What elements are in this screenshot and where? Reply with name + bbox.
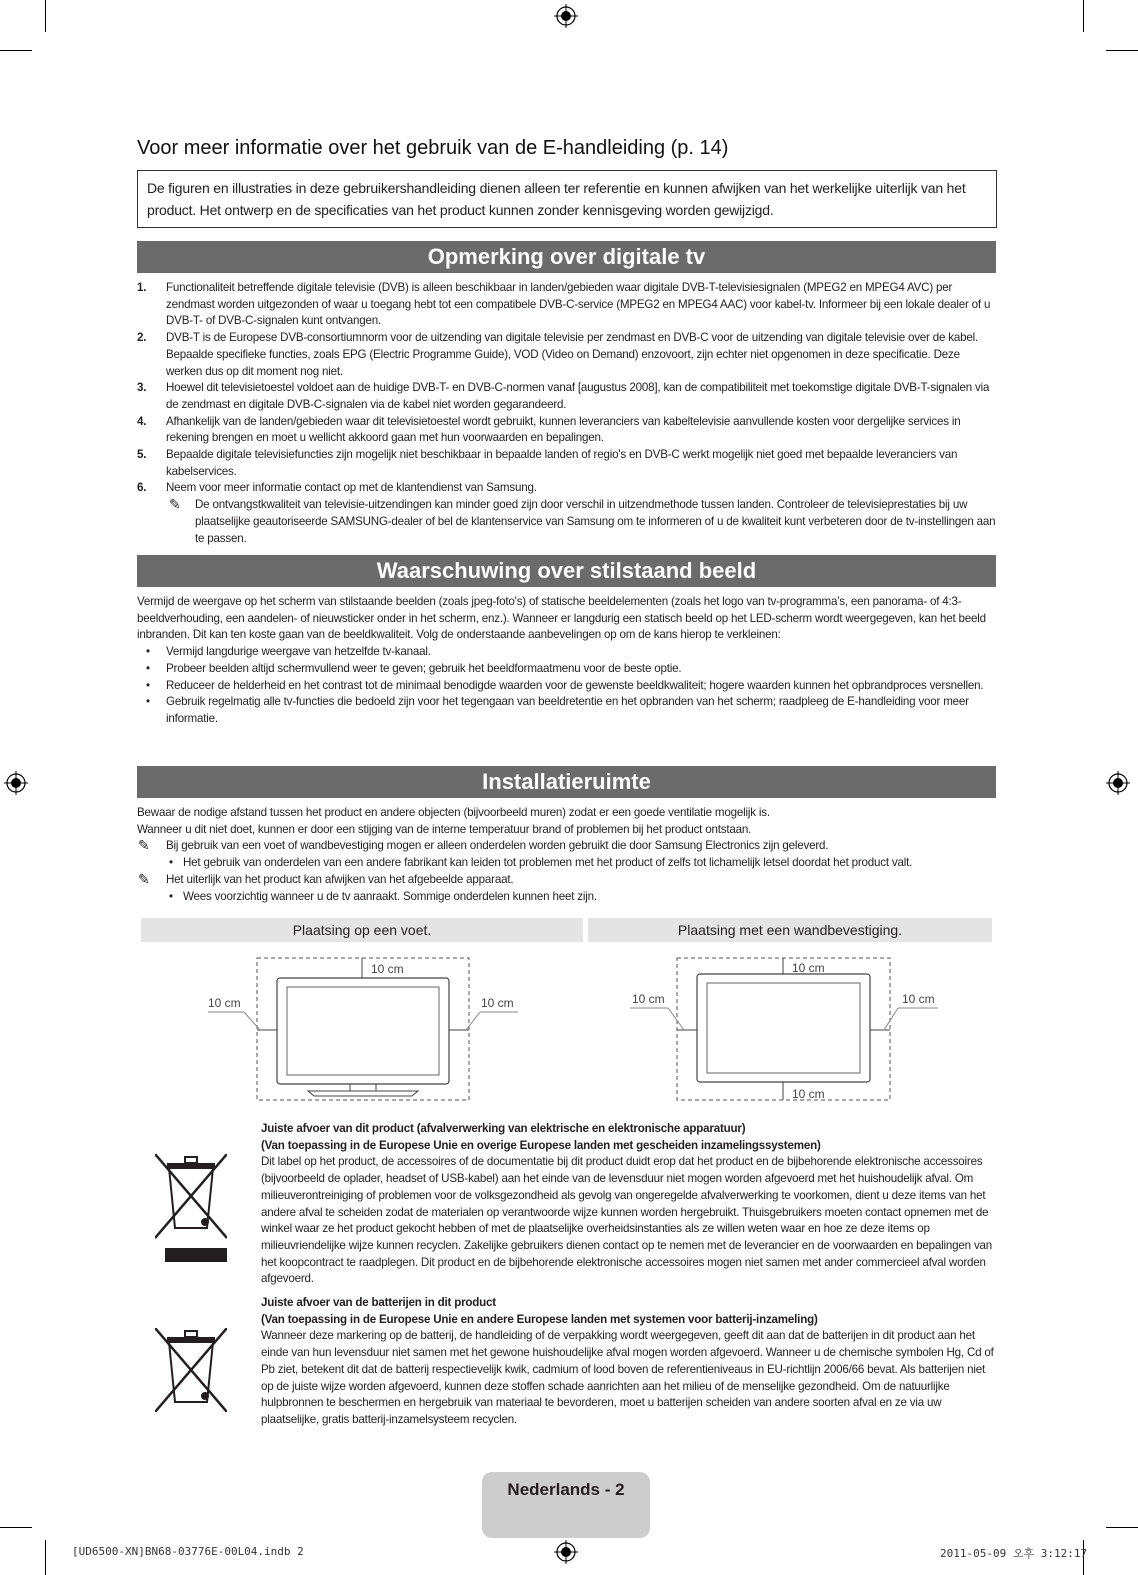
note-text: Bij gebruik van een voet of wandbevestiging mogen er alleen onderdelen worden gebruikt die door Samsung Electronics zijn geleverd. [166, 839, 829, 853]
item-text: Hoewel dit televisietoestel voldoet aan de huidige DVB-T- en DVB-C-normen vanaf [augustus 2008], kan de compatibiliteit met toekomstige digitale DVB-T-signalen via de zendmast en digitale DVB-C-signalen via de kabel niet worden gegarandeerd. [166, 381, 990, 411]
section-heading-still-image: Waarschuwing over stilstaand beeld [137, 555, 996, 587]
list-item [137, 414, 996, 447]
clearance-left-label: 10 cm [632, 992, 665, 1006]
bullet-icon: • [146, 645, 150, 659]
install-line: Bewaar de nodige afstand tussen het product en andere objecten (bijvoorbeeld muren) zodat er een goede ventilatie mogelijk is. [137, 806, 770, 819]
crop-mark [45, 0, 46, 32]
item-number: 6. [137, 481, 147, 495]
install-line: Wanneer u dit niet doet, kunnen er door een stijging van de interne temperatuur brand of problemen bij het product ontstaan. [137, 822, 752, 836]
item-number: 4. [137, 414, 147, 428]
bullet-text: Wees voorzichtig wanneer u de tv aanraakt. Sommige onderdelen kunnen heet zijn. [183, 889, 597, 903]
bullet-text: Het gebruik van onderdelen van een andere fabrikant kan leiden tot problemen met het product of zelfs tot lichamelijk letsel doordat het product valt. [183, 856, 913, 870]
weee-product-subtitle: (Van toepassing in de Europese Unie en overige Europese landen met gescheiden inzamelingssystemen) [261, 1138, 821, 1152]
disclaimer-box: De figuren en illustraties in deze gebruikershandleiding dienen alleen ter referentie en kunnen afwijken van het werkelijke uiterlijk van het product. Het ontwerp en de specificaties van het product kunnen zonder kennisgeving worden gewijzigd. [137, 170, 997, 228]
crop-mark [1083, 0, 1084, 32]
clearance-right-label: 10 cm [902, 992, 935, 1006]
weee-battery-title: Juiste afvoer van de batterijen in dit product [261, 1296, 496, 1309]
registration-mark-icon [554, 4, 578, 28]
page-number-label: Nederlands - 2 [507, 1480, 625, 1499]
item-text: Functionaliteit betreffende digitale televisie (DVB) is alleen beschikbaar in landen/gebieden waar digitale DVB-T-televisiesignalen (MPEG2 en MPEG4 AVC) per zendmast worden uitgezonden of waar u toegang hebt tot een compatibele DVB-C-service (MPEG2 en MPEG4 AAC) voor kabel-tv. Informeer bij een lokale dealer of u DVB-T- of DVB-C-signalen kunt ontvangen. [166, 281, 991, 328]
list-item [137, 480, 996, 497]
weee-battery-subtitle: (Van toepassing in de Europese Unie en andere Europese landen met systemen voor batterij-inzameling) [261, 1312, 818, 1326]
wall-clearance-diagram [628, 950, 948, 1105]
bullet-text: Probeer beelden altijd schermvullend weer te geven; gebruik het beeldformaatmenu voor de beste optie. [166, 661, 682, 675]
pencil-note-icon: ✎ [169, 496, 181, 513]
list-item [137, 447, 996, 480]
crop-mark [1106, 50, 1138, 51]
weee-product-section [261, 1121, 996, 1288]
list-item [137, 644, 996, 661]
section-heading-digital-tv: Opmerking over digitale tv [137, 241, 996, 273]
bullet-text: Gebruik regelmatig alle tv-functies die bedoeld zijn voor het tegengaan van beeldretentie en het opbranden van het scherm; raadpleeg de E-handleiding voor meer informatie. [166, 695, 969, 725]
bullet-text: Reduceer de helderheid en het contrast tot de minimaal benodigde waarden voor de gewenste beeldkwaliteit; hogere waarden kunnen het opbrandproces versnellen. [166, 678, 984, 692]
item-text: Afhankelijk van de landen/gebieden waar dit televisietoestel wordt gebruikt, kunnen leveranciers van kabeltelevisie aanvullende kosten voor dergelijke services in rekening brengen en moet u wellicht akkoord gaan met hun voorwaarden en bepalingen. [166, 414, 961, 445]
note-item [137, 838, 1007, 855]
crossed-bin-battery-icon [155, 1328, 227, 1412]
pencil-note-icon: ✎ [138, 870, 150, 887]
list-item [137, 889, 1007, 906]
list-item [137, 694, 996, 727]
item-number: 3. [137, 381, 147, 395]
bullet-text: Vermijd langdurige weergave van hetzelfde tv-kanaal. [166, 645, 431, 659]
registration-mark-icon [4, 771, 28, 795]
stand-placement-heading: Plaatsing op een voet. [141, 918, 583, 942]
weee-battery-section [261, 1295, 996, 1429]
item-number: 2. [137, 331, 147, 345]
clearance-bottom-label: 10 cm [792, 1087, 825, 1101]
crop-mark [0, 50, 32, 51]
clearance-left-label: 10 cm [208, 996, 241, 1010]
pencil-note-icon: ✎ [138, 837, 150, 854]
bullet-icon: • [146, 678, 150, 692]
stand-clearance-diagram [200, 950, 530, 1105]
list-item [137, 330, 996, 380]
item-number: 5. [137, 448, 147, 462]
registration-mark-icon [1106, 771, 1130, 795]
list-item [137, 855, 1007, 872]
date-slug: 2011-05-09 오후 3:12:17 [940, 1547, 1088, 1560]
clearance-top-label: 10 cm [371, 962, 404, 976]
list-item [137, 280, 996, 330]
weee-product-text: Dit label op het product, de accessoires of de documentatie bij dit product duidt erop dat het product en de bijbehorende elektronische accessoires (bijvoorbeeld de oplader, headset of USB-kabel) aan het einde van de levensduur niet mogen worden afgevoerd met het huishoudelijk afval. Om milieuverontreiniging of problemen voor de volksgezondheid als gevolg van ongeregelde afvalverwerking te voorkomen, dient u deze items van het andere afval te scheiden zodat de materialen op verantwoorde wijze kunnen worden hergebruikt. Thuisgebruikers moeten contact opnemen met de winkel waar ze het product gekocht hebben of met de plaatselijke overheidsinstanties als ze willen weten waar en hoe ze deze items op milieuvriendelijke wijze kunnen recyclen. Zakelijke gebruikers dienen contact op te nemen met de leverancier en de voorwaarden en bepalingen van het koopcontract te raadplegen. Dit product en de bijbehorende elektronische accessoires mogen niet samen met ander commercieel afval worden afgevoerd. [261, 1155, 993, 1286]
section-heading-installation: Installatieruimte [137, 766, 996, 798]
list-item [137, 678, 996, 695]
note-item [137, 872, 1007, 889]
weee-product-title: Juiste afvoer van dit product (afvalverwerking van elektrische en elektronische apparatuur) [261, 1122, 746, 1135]
bullet-icon: • [169, 856, 173, 870]
item-text: Neem voor meer informatie contact op met de klantendienst van Samsung. [166, 481, 537, 495]
crop-mark [1106, 1527, 1138, 1528]
bullet-icon: • [146, 695, 150, 709]
crossed-bin-icon [155, 1154, 227, 1266]
page-title: Voor meer informatie over het gebruik van de E-handleiding (p. 14) [137, 137, 729, 159]
wall-placement-heading: Plaatsing met een wandbevestiging. [588, 918, 992, 942]
list-item [137, 380, 996, 413]
still-image-intro: Vermijd de weergave op het scherm van stilstaande beelden (zoals jpeg-foto's) of statische beeldelementen (zoals het logo van tv-programma's, een panorama- of 4:3-beeldverhouding, een aandelen- of nieuwsticker onder in het scherm, enz.). Wanneer er langdurig een statisch beeld op het LED-scherm wordt weergegeven, kan het beeld inbranden. Dit kan ten koste gaan van de beeldkwaliteit. Volg de onderstaande aanbevelingen op om de kans hierop te verkleinen: [137, 595, 986, 642]
digital-tv-list [137, 280, 996, 547]
crop-mark [45, 1540, 46, 1575]
note-text: Het uiterlijk van het product kan afwijken van het afgebeelde apparaat. [166, 872, 514, 886]
bullet-icon: • [169, 889, 173, 903]
file-slug: [UD6500-XN]BN68-03776E-00L04.indb 2 [72, 1545, 304, 1558]
clearance-right-label: 10 cm [481, 996, 514, 1010]
still-image-content [137, 594, 996, 728]
registration-mark-icon [554, 1540, 578, 1564]
installation-content [137, 805, 1007, 905]
note-item [137, 497, 996, 547]
bullet-icon: • [146, 661, 150, 675]
item-number: 1. [137, 281, 147, 294]
clearance-top-label: 10 cm [792, 961, 825, 975]
weee-battery-text: Wanneer deze markering op de batterij, de handleiding of de verpakking wordt weergegeven, geeft dit aan dat de batterijen in dit product aan het einde van hun levensduur niet samen met het gewone huishoudelijke afval mogen worden afgevoerd. Wanneer u de chemische symbolen Hg, Cd of Pb ziet, betekent dit dat de batterij respectievelijk kwik, cadmium of lood boven de referentieniveaus in EU-richtlijn 2006/66 bevat. Als batterijen niet op de juiste wijze worden afgevoerd, kunnen deze stoffen schade aanrichten aan het milieu of de menselijke gezondheid. Om de natuurlijke hulpbronnen te beschermen en hergebruik van materiaal te bevorderen, moet u batterijen scheiden van andere soorten afval en ze via uw plaatselijke, gratis batterij-inzamelsysteem recyclen. [261, 1329, 994, 1426]
item-text: Bepaalde digitale televisiefuncties zijn mogelijk niet beschikbaar in bepaalde landen of regio's en DVB-C werkt mogelijk niet goed met bepaalde leveranciers van kabelservices. [166, 448, 958, 478]
list-item [137, 661, 996, 678]
crop-mark [0, 1527, 32, 1528]
note-text: De ontvangstkwaliteit van televisie-uitzendingen kan minder goed zijn door verschil in uitzendmethode tussen landen. Controleer de televisieprestaties bij uw plaatselijke geautoriseerde SAMSUNG-dealer of bel de klantenservice van Samsung om te informeren of u de kwaliteit kunt verbeteren door de tv-instellingen aan te passen. [195, 498, 996, 545]
item-text: DVB-T is de Europese DVB-consortiumnorm voor de uitzending van digitale televisie per zendmast en DVB-C voor de uitzending van digitale televisie over de kabel. Bepaalde specifieke functies, zoals EPG (Electric Programme Guide), VOD (Video on Demand) enzovoort, zijn echter niet opgenomen in deze specificatie. Deze werken dus op dit moment nog niet. [166, 331, 978, 378]
